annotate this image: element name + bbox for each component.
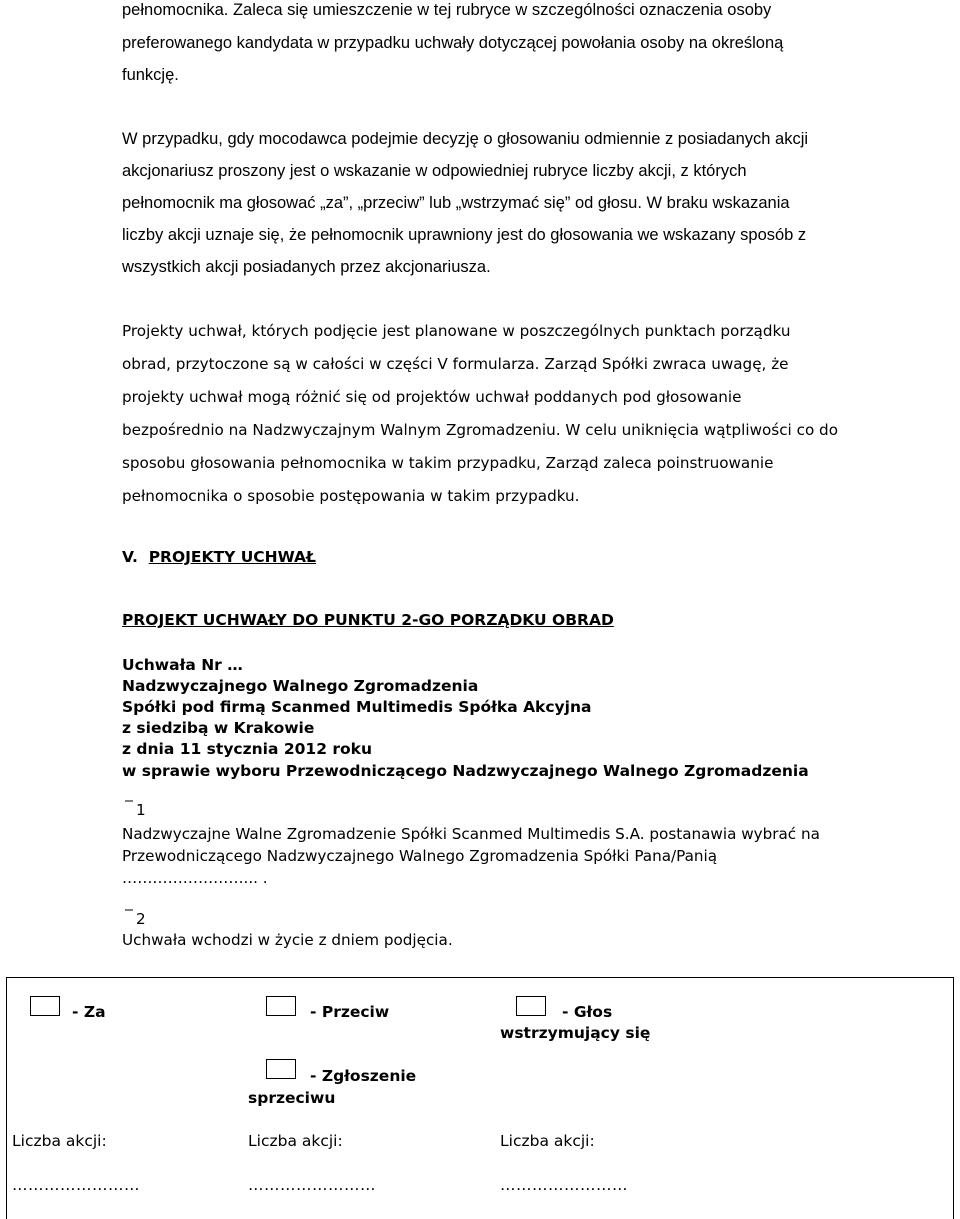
vote-against-label: - Przeciw — [310, 1003, 390, 1021]
paragraph-1-heading — [122, 800, 146, 819]
intro-line-1: pełnomocnika. Zaleca się umieszczenie w tej rubryce w szczególności oznaczenia osoby — [122, 1, 772, 19]
resolution-company: Spółki pod firmą Scanmed Multimedis Spółka Akcyjna — [122, 698, 592, 716]
section-sign-icon — [122, 800, 136, 816]
intro-line-2: preferowanego kandydata w przypadku uchwały dotyczącej powołania osoby na określoną — [122, 34, 784, 52]
shares-against-field[interactable]: …………………… — [248, 1176, 376, 1194]
shares-against-label: Liczba akcji: — [248, 1132, 343, 1150]
resolution-body: Nadzwyczajnego Walnego Zgromadzenia — [122, 677, 479, 695]
paragraph-1-line-2: Przewodniczącego Nadzwyczajnego Walnego Zgromadzenia Spółki Pana/Panią — [122, 847, 718, 865]
paragraph-1-line-1: Nadzwyczajne Walne Zgromadzenie Spółki Scanmed Multimedis S.A. postanawia wybrać na — [122, 825, 820, 843]
resolution-subject: w sprawie wyboru Przewodniczącego Nadzwyczajnego Walnego Zgromadzenia — [122, 762, 809, 780]
para3-line-6: pełnomocnika o sposobie postępowania w takim przypadku. — [122, 487, 580, 505]
paragraph-2-text: Uchwała wchodzi w życie z dniem podjęcia. — [122, 931, 453, 949]
para3-line-2: obrad, przytoczone są w całości w części V formularza. Zarząd Spółki zwraca uwagę, że — [122, 355, 789, 373]
vote-abstain-label-2: wstrzymujący się — [500, 1024, 651, 1042]
resolution-number: Uchwała Nr … — [122, 656, 243, 674]
para3-line-4: bezpośrednio na Nadzwyczajnym Walnym Zgromadzeniu. W celu uniknięcia wątpliwości co do — [122, 421, 838, 439]
resolution-date: z dnia 11 stycznia 2012 roku — [122, 740, 373, 758]
para2-line-1: W przypadku, gdy mocodawca podejmie decyzję o głosowaniu odmiennie z posiadanych akcji — [122, 130, 809, 148]
vote-against-checkbox[interactable] — [266, 996, 296, 1016]
resolution-seat: z siedzibą w Krakowie — [122, 719, 315, 737]
para2-line-5: wszystkich akcji posiadanych przez akcjonariusza. — [122, 258, 491, 276]
para2-line-3: pełnomocnik ma głosować „za”, „przeciw” lub „wstrzymać się” od głosu. W braku wskazania — [122, 194, 790, 212]
shares-for-field[interactable]: …………………… — [12, 1176, 140, 1194]
vote-for-checkbox[interactable] — [30, 996, 60, 1016]
para2-line-2: akcjonariusz proszony jest o wskazanie w odpowiedniej rubryce liczby akcji, z których — [122, 162, 747, 180]
vote-abstain-checkbox[interactable] — [516, 996, 546, 1016]
objection-label-1: - Zgłoszenie — [310, 1067, 417, 1085]
para3-line-1: Projekty uchwał, których podjęcie jest planowane w poszczególnych punktach porządku — [122, 322, 791, 340]
shares-abstain-label: Liczba akcji: — [500, 1132, 595, 1150]
shares-for-label: Liczba akcji: — [12, 1132, 107, 1150]
objection-checkbox[interactable] — [266, 1059, 296, 1079]
section-sign-icon — [122, 909, 136, 925]
intro-line-3: funkcję. — [122, 66, 179, 84]
paragraph-1-line-3: ……………………... . — [122, 869, 268, 887]
section-title: PROJEKTY UCHWAŁ — [148, 548, 317, 566]
paragraph-2-heading — [122, 909, 146, 928]
para2-line-4: liczby akcji uznaje się, że pełnomocnik uprawniony jest do głosowania we wskazany sposób z — [122, 226, 807, 244]
vote-for-label: - Za — [72, 1003, 106, 1021]
section-heading — [122, 548, 316, 566]
voting-box — [6, 977, 954, 1219]
vote-abstain-label-1: - Głos — [562, 1003, 613, 1021]
objection-label-2: sprzeciwu — [248, 1089, 336, 1107]
section-number: V. — [122, 548, 138, 566]
paragraph-2-number: 2 — [136, 910, 146, 928]
paragraph-1-number: 1 — [136, 801, 146, 819]
shares-abstain-field[interactable]: …………………… — [500, 1176, 628, 1194]
section-subtitle: PROJEKT UCHWAŁY DO PUNKTU 2-GO PORZĄDKU OBRAD — [122, 611, 614, 629]
para3-line-5: sposobu głosowania pełnomocnika w takim przypadku, Zarząd zaleca poinstruowanie — [122, 454, 774, 472]
para3-line-3: projekty uchwał mogą różnić się od projektów uchwał poddanych pod głosowanie — [122, 388, 742, 406]
